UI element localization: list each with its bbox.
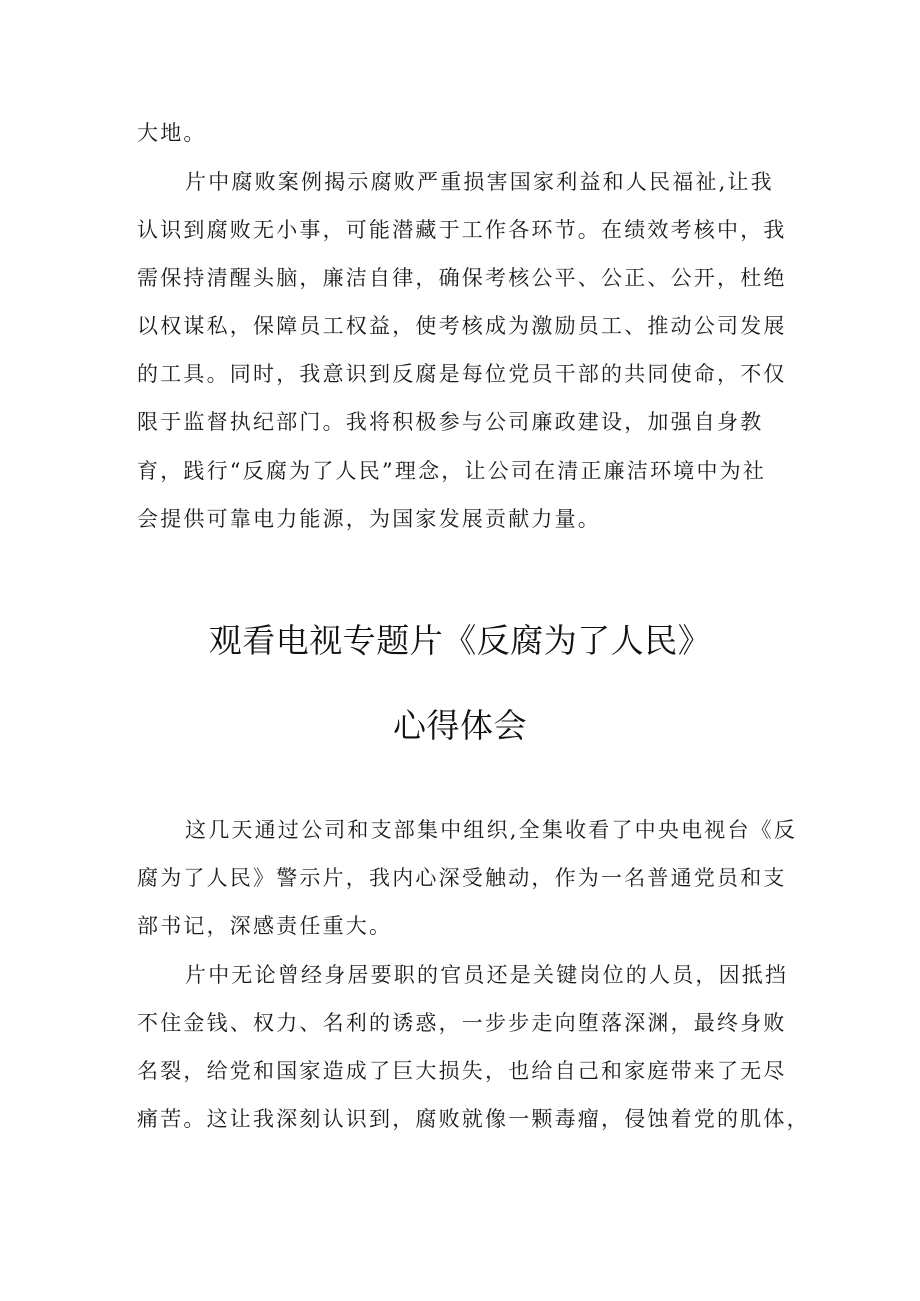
paragraph-line: 限于监督执纪部门。我将积极参与公司廉政建设，加强自身教 — [137, 410, 764, 434]
paragraph-line: 痛苦。这让我深刻认识到，腐败就像一颗毒瘤，侵蚀着党的肌体， — [137, 1107, 810, 1131]
paragraph-line: 片中无论曾经身居要职的官员还是关键岗位的人员，因抵挡 — [185, 963, 789, 987]
paragraph-line: 腐为了人民》警示片，我内心深受触动，作为一名普通党员和支 — [137, 866, 787, 890]
paragraph-line: 认识到腐败无小事，可能潜藏于工作各环节。在绩效考核中，我 — [137, 218, 787, 242]
paragraph-line: 部书记，深感责任重大。 — [137, 914, 393, 938]
paragraph-line: 以权谋私，保障员工权益，使考核成为激励员工、推动公司发展 — [137, 314, 787, 338]
paragraph-line: 的工具。同时，我意识到反腐是每位党员干部的共同使命，不仅 — [137, 362, 787, 386]
paragraph-line: 需保持清醒头脑，廉洁自律，确保考核公平、公正、公开，杜绝 — [137, 266, 787, 290]
document-title: 观看电视专题片《反腐为了人民》 — [208, 621, 712, 660]
paragraph-line: 这几天通过公司和支部集中组织,全集收看了中央电视台《反 — [185, 818, 798, 842]
paragraph-line: 片中腐败案例揭示腐败严重损害国家利益和人民福祉,让我 — [185, 170, 774, 194]
paragraph-line: 会提供可靠电力能源，为国家发展贡献力量。 — [137, 507, 601, 531]
paragraph-line: 不住金钱、权力、名利的诱惑，一步步走向堕落深渊，最终身败 — [137, 1011, 787, 1035]
paragraph-line: 名裂，给党和国家造成了巨大损失，也给自己和家庭带来了无尽 — [137, 1059, 787, 1083]
document-subtitle: 心得体会 — [393, 706, 527, 745]
paragraph-line: 育，践行“反腐为了人民”理念，让公司在清正廉洁环境中为社 — [137, 459, 767, 483]
paragraph-line: 大地。 — [137, 121, 207, 145]
